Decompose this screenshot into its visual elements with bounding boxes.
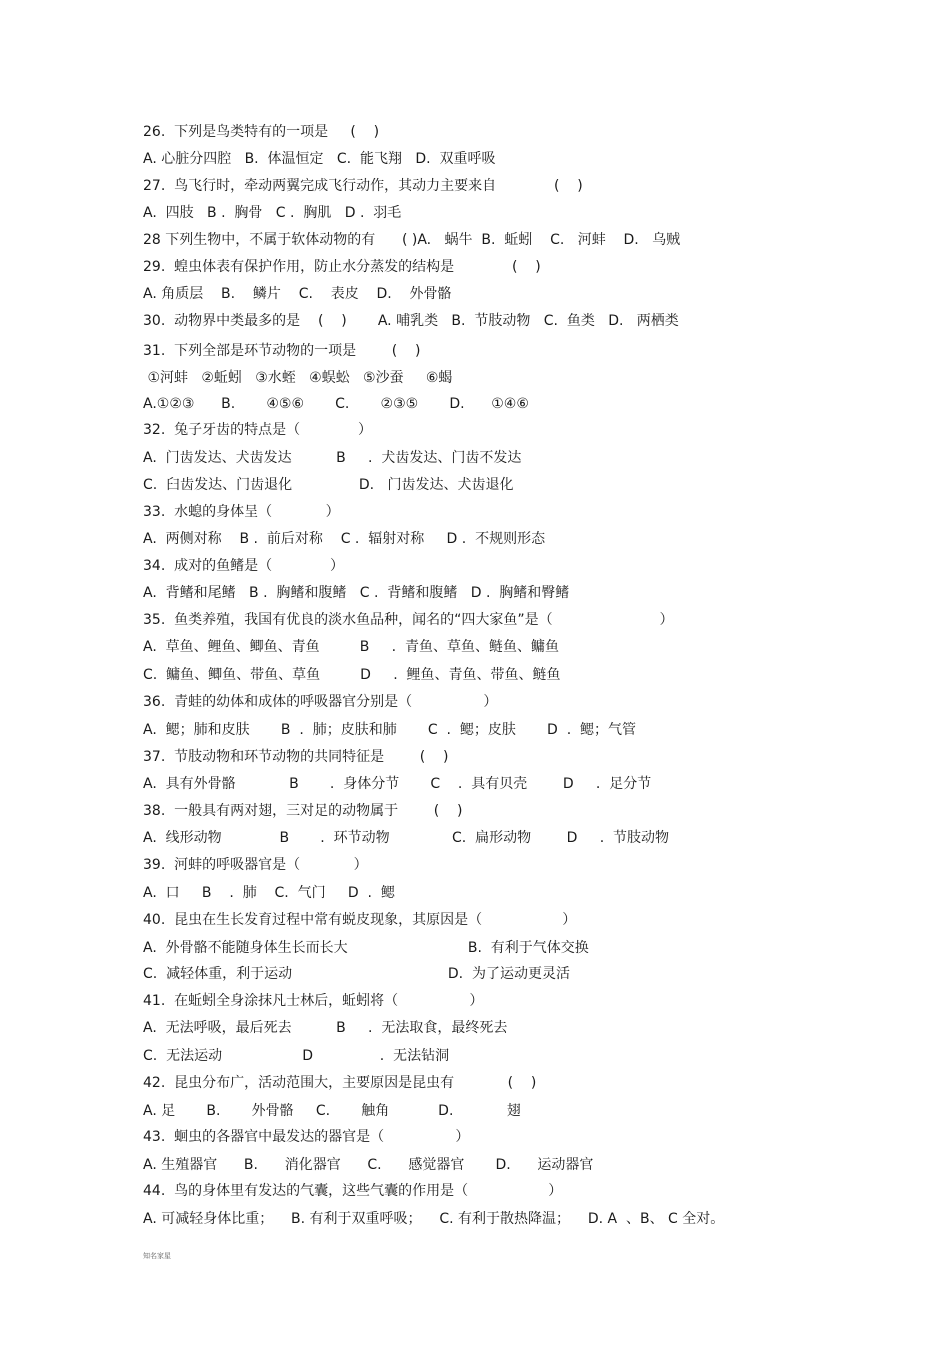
options-34: A. 背鳍和尾鳍 B . 胸鳍和腹鳍 C . 背鳍和腹鳍 D . 胸鳍和臀鳍 (143, 585, 570, 601)
options-37: A. 具有外骨骼 B . 身体分节 C . 具有贝壳 D . 足分节 (143, 776, 652, 792)
question-31: 31. 下列全部是环节动物的一项是 ( ) (143, 343, 421, 359)
options-39: A. 口 B . 肺 C. 气门 D . 鳃 (143, 885, 395, 901)
question-32: 32. 兔子牙齿的特点是（ ） (143, 422, 373, 438)
options-36: A. 鳃；肺和皮肤 B . 肺；皮肤和肺 C . 鳃；皮肤 D . 鳃；气管 (143, 722, 637, 738)
options-33: A. 两侧对称 B . 前后对称 C . 辐射对称 D . 不规则形态 (143, 531, 546, 547)
options-38: A. 线形动物 B . 环节动物 C. 扁形动物 D . 节肢动物 (143, 830, 670, 846)
page-footer: 知名家星 (143, 1252, 171, 1260)
question-42: 42. 昆虫分布广，活动范围大，主要原因是昆虫有 ( ) (143, 1075, 537, 1091)
items-31: ①河蚌 ②蚯蚓 ③水蛭 ④蜈蚣 ⑤沙蚕 ⑥蝎 (143, 370, 453, 386)
options-40-cd: C. 减轻体重，利于运动 D. 为了运动更灵活 (143, 966, 571, 982)
options-41-cd: C. 无法运动 D . 无法钻洞 (143, 1048, 450, 1064)
options-31: A.①②③ B. ④⑤⑥ C. ②③⑤ D. ①④⑥ (143, 396, 529, 412)
options-40-ab: A. 外骨骼不能随身体生长而长大 B. 有利于气体交换 (143, 940, 589, 956)
question-34: 34. 成对的鱼鳍是（ ） (143, 558, 345, 574)
options-32-cd: C. 臼齿发达、门齿退化 D. 门齿发达、犬齿退化 (143, 477, 514, 493)
question-35: 35. 鱼类养殖，我国有优良的淡水鱼品种，闻名的“四大家鱼”是（ ） (143, 612, 674, 628)
options-42: A. 足 B. 外骨骼 C. 触角 D. 翅 (143, 1103, 521, 1119)
question-44: 44. 鸟的身体里有发达的气囊，这些气囊的作用是（ ） (143, 1183, 563, 1199)
question-30: 30. 动物界中类最多的是 ( ) A. 哺乳类 B. 节肢动物 C. 鱼类 D. 两栖类 (143, 313, 679, 329)
question-39: 39. 河蚌的呼吸器官是（ ） (143, 857, 368, 873)
question-43: 43. 蛔虫的各器官中最发达的器官是（ ） (143, 1129, 470, 1145)
question-29: 29. 蝗虫体表有保护作用，防止水分蒸发的结构是 ( ) (143, 259, 541, 275)
options-27: A. 四肢 B . 胸骨 C . 胸肌 D . 羽毛 (143, 205, 402, 221)
question-41: 41. 在蚯蚓全身涂抹凡士林后，蚯蚓将（ ） (143, 993, 484, 1009)
question-36: 36. 青蛙的幼体和成体的呼吸器官分别是（ ） (143, 694, 498, 710)
options-41-ab: A. 无法呼吸，最后死去 B . 无法取食，最终死去 (143, 1020, 508, 1036)
question-38: 38. 一般具有两对翅，三对足的动物属于 ( ) (143, 803, 463, 819)
options-32-ab: A. 门齿发达、犬齿发达 B . 犬齿发达、门齿不发达 (143, 450, 522, 466)
options-44: A. 可减轻身体比重； B. 有利于双重呼吸； C. 有利于散热降温； D. A 、B、 C 全对。 (143, 1211, 725, 1227)
options-35-ab: A. 草鱼、鲤鱼、鲫鱼、青鱼 B . 青鱼、草鱼、鲢鱼、鳙鱼 (143, 639, 559, 655)
question-40: 40. 昆虫在生长发育过程中常有蜕皮现象，其原因是（ ） (143, 912, 577, 928)
options-43: A. 生殖器官 B. 消化器官 C. 感觉器官 D. 运动器官 (143, 1157, 594, 1173)
options-29: A. 角质层 B. 鳞片 C. 表皮 D. 外骨骼 (143, 286, 452, 302)
question-27: 27. 鸟飞行时，牵动两翼完成飞行动作，其动力主要来自 ( ) (143, 178, 583, 194)
question-33: 33. 水螅的身体呈（ ） (143, 504, 340, 520)
question-28: 28 下列生物中，不属于软体动物的有 ( )A. 蜗牛 B. 蚯蚓 C. 河蚌 D. 乌贼 (143, 232, 681, 248)
options-26: A. 心脏分四腔 B. 体温恒定 C. 能飞翔 D. 双重呼吸 (143, 151, 496, 167)
question-26: 26. 下列是鸟类特有的一项是 ( ) (143, 124, 380, 140)
options-35-cd: C. 鳙鱼、鲫鱼、带鱼、草鱼 D . 鲤鱼、青鱼、带鱼、鲢鱼 (143, 667, 561, 683)
question-37: 37. 节肢动物和环节动物的共同特征是 ( ) (143, 749, 449, 765)
